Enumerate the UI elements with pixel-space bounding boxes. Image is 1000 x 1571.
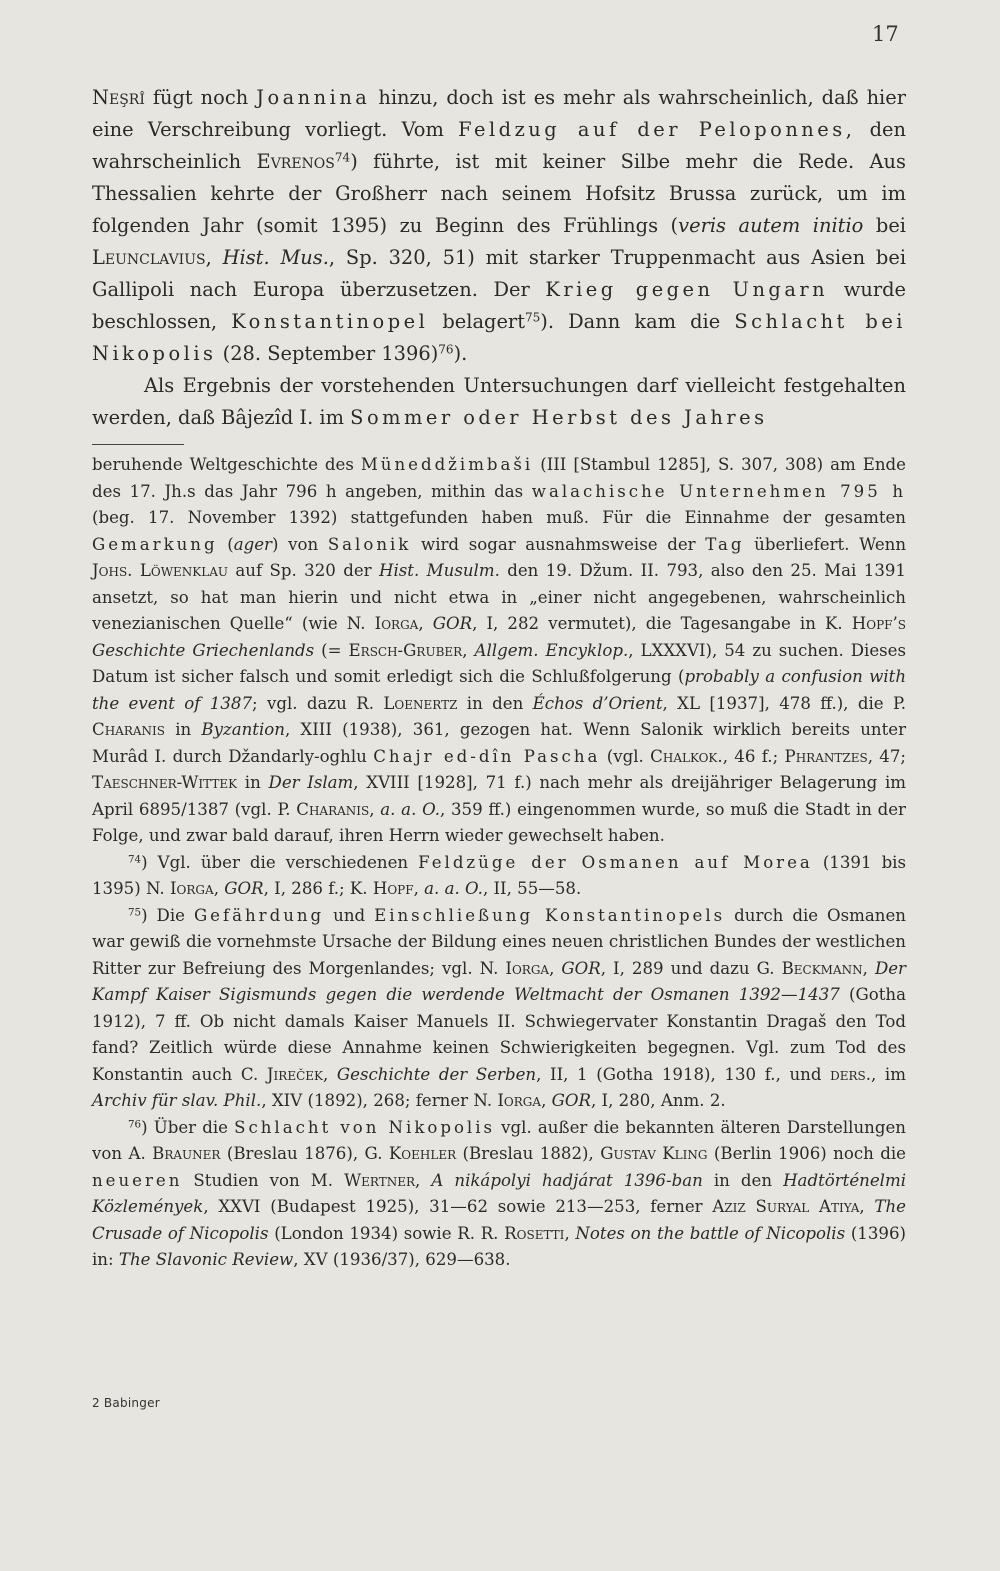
footnote-74: $^{74}$) Vgl. über die verschiedenen Feldzüge der Osmanen auf Morea (1391 bis 1395) N. Iorga, GOR, I, 286 f.; K. Hopf, a. a. O., II, 55—58.: [92, 852, 907, 898]
footnote-ref: 76: [438, 342, 454, 357]
footnote-ref: 74: [334, 150, 351, 165]
page-number: 17: [872, 22, 899, 46]
footnote-number: 75: [128, 905, 142, 918]
main-text: [92, 82, 906, 434]
footnote-continuation: beruhende Weltgeschichte des Müneddžimbaši (III [Stambul 1285], S. 307, 308) am Ende des 17. Jh.s das Jahr 796 h angeben, mithin das walachische Unternehmen 795 h (beg. 17. November 1392) stattgefunden haben muß. Für die Einnahme der gesamten Gemarkung (ager) von Salonik wird sogar ausnahmsweise der Tag überliefert. Wenn Johs. Löwenklau auf Sp. 320 der Hist. Musulm. den 19. Džum. II. 793, also den 25. Mai 1391 ansetzt, so hat man hierin und nicht etwa in „einer nicht angegebenen, wahrscheinlich venezianischen Quelle“ (wie N. Iorga, GOR, I, 282 vermutet), die Tagesangabe in K. Hopf’s Geschichte Griechenlands (= Ersch-Gruber, Allgem. Encyklop., LXXXVI), 54 zu suchen. Dieses Datum ist sicher falsch und somit erledigt sich die Schlußfolgerung (probably a confusion with the event of 1387; vgl. dazu R. Loenertz in den Échos d’Orient, XL [1937], 478 ff.), die P. Charanis in Byzantion, XIII (1938), 361, gezogen hat. Wenn Salonik wirklich bereits unter Murâd I. durch Džandarly-oghlu Chajr ed-dîn Pascha (vgl. Chalkok., 46 f.; Phrantzes, 47; Taeschner-Wittek in Der Islam, XVIII [1928], 71 f.) nach mehr als dreijähriger Belagerung im April 6895/1387 (vgl. P. Charanis, a. a. O., 359 ff.) eingenommen wurde, so muß die Stadt in der Folge, und zwar bald darauf, ihren Herrn wieder gewechselt haben.: [92, 455, 907, 845]
footnote-number: 74: [128, 852, 142, 865]
footnote-divider: [92, 444, 184, 445]
body-paragraph: Neşrî fügt noch Joannina hinzu, doch ist es mehr als wahrscheinlich, daß hier eine Verschreibung vorliegt. Vom Feldzug auf der Peloponnes, den wahrscheinlich Evrenos$^{74}$) führte, ist mit keiner Silbe mehr die Rede. Aus Thessalien kehrte der Großherr nach seinem Hofsitz Brussa zurück, um im folgenden Jahr (somit 1395) zu Beginn des Frühlings (veris autem initio bei Leunclavius, Hist. Mus., Sp. 320, 51) mit starker Truppenmacht aus Asien bei Gallipoli nach Europa überzusetzen. Der Krieg gegen Ungarn wurde beschlossen, Konstantinopel belagert$^{75}$). Dann kam die Schlacht bei Nikopolis (28. September 1396)$^{76}$).: [92, 86, 907, 365]
body-paragraph: Als Ergebnis der vorstehenden Untersuchungen darf vielleicht festgehalten werden, daß Bâjezîd I. im Sommer oder Herbst des Jahres: [92, 374, 906, 429]
signature-mark: 2 Babinger: [92, 1396, 160, 1410]
footnote-number: 76: [128, 1117, 142, 1130]
footnote-ref: 75: [525, 310, 541, 325]
footnote-76: $^{76}$) Über die Schlacht von Nikopolis vgl. außer die bekannten älteren Darstellungen von A. Brauner (Breslau 1876), G. Koehler (Breslau 1882), Gustav Kling (Berlin 1906) noch die neueren Studien von M. Wertner, A nikápolyi hadjárat 1396-ban in den Hadtörténelmi Közlemények, XXVI (Budapest 1925), 31—62 sowie 213—253, ferner Aziz Suryal Atiya, The Crusade of Nicopolis (London 1934) sowie R. R. Rosetti, Notes on the battle of Nicopolis (1396) in: The Slavonic Review, XV (1936/37), 629—638.: [92, 1117, 906, 1269]
footnotes: [92, 452, 906, 1274]
footnote-75: $^{75}$) Die Gefährdung und Einschließung Konstantinopels durch die Osmanen war gewiß die vornehmste Ursache der Bildung eines neuen christlichen Bundes der westlichen Ritter zur Befreiung des Morgenlandes; vgl. N. Iorga, GOR, I, 289 und dazu G. Beckmann, Der Kampf Kaiser Sigismunds gegen die werdende Weltmacht der Osmanen 1392—1437 (Gotha 1912), 7 ff. Ob nicht damals Kaiser Manuels II. Schwiegervater Konstantin Dragaš den Tod fand? Zeitlich würde diese Annahme keinen Schwierigkeiten begegnen. Vgl. zum Tod des Konstantin auch C. Jireček, Geschichte der Serben, II, 1 (Gotha 1918), 130 f., und ders., im Archiv für slav. Phil., XIV (1892), 268; ferner N. Iorga, GOR, I, 280, Anm. 2.: [92, 905, 906, 1110]
